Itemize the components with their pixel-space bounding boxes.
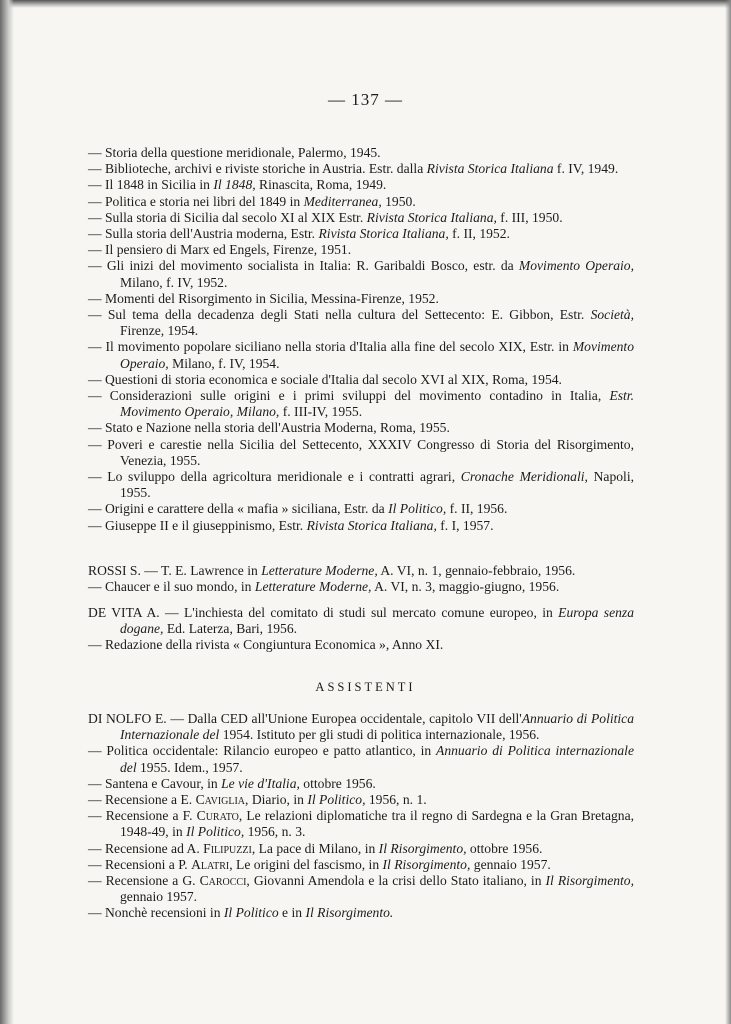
- bibliography-entry: [88, 307, 634, 339]
- bibliography-entry: [88, 841, 634, 857]
- entry-title-italic: Annuario di Politica Internazionale del: [120, 711, 635, 743]
- entry-text: gennaio 1957.: [470, 856, 551, 872]
- entry-text: , Le origini del fascismo, in: [229, 856, 383, 872]
- bibliography-entry: [88, 711, 634, 743]
- entry-text: — Questioni di storia economica e sociale d'Italia dal secolo XVI al XIX, Roma, 1954.: [88, 371, 562, 387]
- entry-title-italic: Movimento Operaio,: [120, 339, 634, 371]
- entry-text: A. VI, n. 3, maggio-giugno, 1956.: [371, 579, 560, 595]
- bibliography-entry: [88, 518, 634, 534]
- scan-edge-left: [0, 0, 14, 1024]
- entry-text: f. III-IV, 1955.: [279, 404, 363, 420]
- entry-text: Rinascita, Roma, 1949.: [255, 177, 387, 193]
- entry-title-italic: Rivista Storica Italiana,: [318, 226, 449, 242]
- section-heading: ASSISTENTI: [315, 680, 416, 694]
- entry-text: — Poveri e carestie nella Sicilia del Settecento, XXXIV Congresso di Storia del Risorgimento, Venezia, 1955.: [88, 436, 634, 468]
- entry-text: — Biblioteche, archivi e riviste storiche in Austria. Estr. dalla: [88, 161, 427, 177]
- bibliography-group-de-vita: [88, 605, 634, 654]
- bibliography-entry: [88, 579, 634, 595]
- bibliography-entry: [88, 743, 634, 775]
- entry-text: — Il 1848 in Sicilia in: [88, 177, 214, 193]
- entry-author-smallcaps: Curato: [196, 808, 239, 824]
- entry-text: , La pace di Milano, in: [251, 840, 379, 856]
- entry-text: 1954. Istituto per gli studi di politica internazionale, 1956.: [219, 727, 540, 743]
- entry-title-italic: Il Risorgimento.: [305, 905, 394, 921]
- bibliography-entry: [88, 291, 634, 307]
- entry-text: f. I, 1957.: [436, 517, 494, 533]
- entry-title-italic: Le vie d'Italia,: [221, 775, 300, 791]
- entry-title-italic: Il Politico: [223, 905, 279, 921]
- entry-text: f. II, 1956.: [446, 501, 508, 517]
- bibliography-entry: [88, 776, 634, 792]
- entry-text: Firenze, 1954.: [120, 323, 199, 339]
- entry-text: A. VI, n. 1, gennaio-febbraio, 1956.: [377, 563, 576, 578]
- bibliography-entry: [88, 372, 634, 388]
- entry-text: ottobre 1956.: [466, 840, 543, 856]
- entry-title-italic: Il Risorgimento,: [545, 873, 634, 889]
- bibliography-entry: [88, 177, 634, 193]
- entry-text: — Politica e storia nei libri del 1849 in: [88, 193, 304, 209]
- entry-title-italic: Estr. Movimento Operaio, Milano,: [120, 388, 634, 420]
- entry-text: — Politica occidentale: Rilancio europeo e patto atlantico, in: [88, 743, 437, 759]
- entry-text: — Il movimento popolare siciliano nella storia d'Italia alla fine del secolo XIX, Estr. in: [88, 339, 573, 355]
- bibliography-entry: [88, 563, 634, 579]
- entry-text: e in: [278, 905, 306, 921]
- entry-text: — Giuseppe II e il giuseppinismo, Estr.: [88, 517, 307, 533]
- entry-title-italic: Il Politico,: [307, 792, 366, 808]
- entry-text: — Lo sviluppo della agricoltura meridionale e i contratti agrari,: [88, 469, 461, 485]
- bibliography-entry: [88, 258, 634, 290]
- entry-title-italic: Società,: [590, 307, 634, 323]
- entry-text: — Considerazioni sulle origini e i primi sviluppi del movimento contadino in Italia,: [88, 388, 610, 404]
- entry-text: Milano, f. IV, 1954.: [168, 355, 280, 371]
- entry-title-italic: Il 1848,: [213, 177, 256, 193]
- bibliography-entry: [88, 873, 634, 905]
- entry-text: DE VITA A. — L'inchiesta del comitato di studi sul mercato comune europeo, in: [88, 605, 559, 620]
- bibliography-entry: [88, 905, 634, 921]
- entry-text: , Le relazioni diplomatiche tra il regno di Sardegna e la Gran Bretagna, 1948-49, in: [120, 808, 634, 840]
- entry-text: — Momenti del Risorgimento in Sicilia, Messina-Firenze, 1952.: [88, 290, 439, 306]
- entry-author-smallcaps: Carocci: [199, 873, 247, 889]
- scan-edge-right: [725, 0, 731, 1024]
- bibliography-entry: [88, 145, 634, 161]
- entry-title-italic: Letterature Moderne,: [261, 563, 378, 578]
- bibliography-group-rossi: [88, 563, 634, 595]
- entry-author-smallcaps: Filipuzzi: [203, 840, 252, 856]
- bibliography-entry: [88, 437, 634, 469]
- bibliography-entry: [88, 339, 634, 371]
- entry-text: — Origini e carattere della « mafia » siciliana, Estr. da: [88, 501, 389, 517]
- bibliography-entry: [88, 469, 634, 501]
- entry-text: ROSSI S. — T. E. Lawrence in: [88, 563, 262, 578]
- bibliography-entry: [88, 501, 634, 517]
- entry-text: — Nonchè recensioni in: [88, 905, 224, 921]
- entry-title-italic: Annuario di Politica internazionale del: [120, 743, 634, 775]
- entry-author-smallcaps: Alatri: [191, 856, 230, 872]
- bibliography-entry: [88, 808, 634, 840]
- bibliography-entry: [88, 388, 634, 420]
- entry-title-italic: Letterature Moderne,: [254, 579, 372, 595]
- entry-title-italic: Il Politico,: [388, 501, 447, 517]
- entry-text: — Stato e Nazione nella storia dell'Austria Moderna, Roma, 1955.: [88, 420, 450, 436]
- entry-title-italic: Il Risorgimento,: [378, 840, 467, 856]
- entry-title-italic: Il Politico,: [186, 824, 245, 840]
- entry-author-smallcaps: Caviglia: [195, 792, 246, 808]
- entry-title-italic: Movimento Operaio,: [518, 258, 635, 274]
- entry-text: Milano, f. IV, 1952.: [120, 274, 228, 290]
- entry-text: , Giovanni Amendola e la crisi dello Stato italiano, in: [246, 873, 546, 889]
- bibliography-entry: [88, 420, 634, 436]
- scan-edge-top: [0, 0, 731, 8]
- entry-title-italic: Il Risorgimento,: [382, 856, 471, 872]
- bibliography-group-di-nolfo: [88, 711, 634, 922]
- entry-text: — Redazione della rivista « Congiuntura Economica », Anno XI.: [88, 637, 444, 653]
- entry-title-italic: Europa senza dogane,: [120, 605, 634, 637]
- bibliography-entry: [88, 637, 634, 653]
- entry-text: 1955. Idem., 1957.: [136, 759, 243, 775]
- entry-text: f. IV, 1949.: [553, 161, 619, 177]
- entry-title-italic: Rivista Storica Italiana: [426, 161, 554, 177]
- entry-text: — Santena e Cavour, in: [88, 775, 222, 791]
- entry-title-italic: Rivista Storica Italiana,: [366, 209, 497, 225]
- bibliography-entry: [88, 792, 634, 808]
- entry-text: — Sulla storia dell'Austria moderna, Estr.: [88, 226, 319, 242]
- bibliography-entry: [88, 210, 634, 226]
- bibliography-entry: [88, 161, 634, 177]
- entry-text: 1956, n. 3.: [244, 824, 306, 840]
- entry-text: — Recensione a F.: [88, 808, 197, 824]
- entry-text: DI NOLFO E. — Dalla CED all'Unione Europea occidentale, capitolo VII dell': [88, 711, 522, 726]
- entry-text: — Recensioni a P.: [88, 856, 192, 872]
- bibliography-entry: [88, 242, 634, 258]
- entry-text: 1956, n. 1.: [365, 792, 427, 808]
- entry-text: — Sul tema della decadenza degli Stati nella cultura del Settecento: E. Gibbon, Estr.: [88, 307, 591, 323]
- entry-text: , Diario, in: [245, 792, 308, 808]
- entry-title-italic: Rivista Storica Italiana,: [306, 517, 437, 533]
- entry-text: — Recensione ad A.: [88, 840, 204, 856]
- entry-text: — Il pensiero di Marx ed Engels, Firenze, 1951.: [88, 242, 352, 258]
- entry-text: — Chaucer e il suo mondo, in: [88, 579, 255, 595]
- entry-text: Ed. Laterza, Bari, 1956.: [163, 621, 298, 637]
- entry-text: f. III, 1950.: [496, 209, 563, 225]
- bibliography-entry: [88, 857, 634, 873]
- entry-title-italic: Cronache Meridionali,: [460, 469, 588, 485]
- entry-text: — Gli inizi del movimento socialista in Italia: R. Garibaldi Bosco, estr. da: [88, 258, 519, 274]
- bibliography-entry: [88, 226, 634, 242]
- entry-text: 1950.: [381, 193, 416, 209]
- entry-text: — Recensione a G.: [88, 873, 200, 889]
- entry-text: — Recensione a E.: [88, 792, 196, 808]
- bibliography-entry: [88, 194, 634, 210]
- page-number: — 137 —: [328, 90, 403, 109]
- entry-text: — Sulla storia di Sicilia dal secolo XI al XIX Estr.: [88, 209, 367, 225]
- entry-text: f. II, 1952.: [448, 226, 510, 242]
- entry-text: — Storia della questione meridionale, Palermo, 1945.: [88, 145, 381, 160]
- bibliography-group-main: [88, 145, 634, 534]
- entry-text: ottobre 1956.: [299, 775, 376, 791]
- entry-text: Napoli, 1955.: [120, 469, 635, 501]
- entry-text: gennaio 1957.: [120, 889, 198, 905]
- entry-title-italic: Mediterranea,: [303, 193, 382, 209]
- bibliography-entry: [88, 605, 634, 637]
